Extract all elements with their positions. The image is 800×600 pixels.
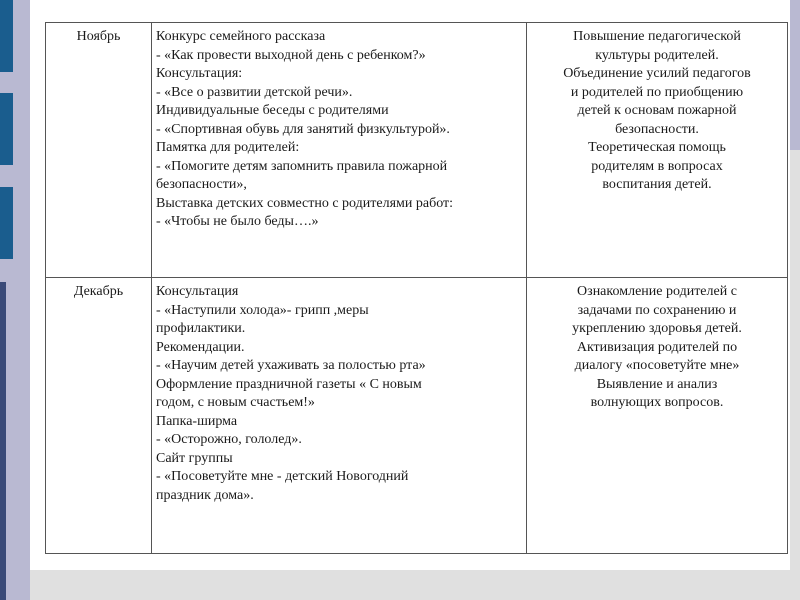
events-cell (152, 23, 527, 278)
event-line: годом, с новым счастьем!» (156, 395, 315, 410)
event-line: Рекомендации. (156, 339, 245, 355)
event-line: безопасности», (156, 177, 247, 192)
goal-line: безопасности. (615, 121, 699, 137)
event-line: Сайт группы (156, 450, 233, 466)
event-line: - «Чтобы не было беды….» (156, 214, 319, 229)
accent-bar (0, 0, 13, 72)
goal-line: волнующих вопросов. (590, 395, 724, 410)
event-line: - «Наступили холода»- грипп ,меры (156, 302, 369, 318)
goal-line: Ознакомление родителей с (577, 284, 737, 299)
table-row (46, 278, 788, 554)
event-line: праздник дома». (156, 487, 254, 503)
goal-line: Теоретическая помощь (588, 140, 726, 155)
event-line: Оформление праздничной газеты « С новым (156, 376, 422, 392)
goal-line: родителям в вопросах (591, 158, 723, 174)
event-line: - «Спортивная обувь для занятий физкультурой». (156, 121, 450, 137)
accent-bar (0, 187, 13, 259)
goals-cell (527, 278, 788, 554)
document-sheet (30, 0, 790, 570)
goal-line: Повышение педагогической (573, 29, 741, 44)
events-cell (152, 278, 527, 554)
event-line: Индивидуальные беседы с родителями (156, 103, 389, 118)
accent-bar (0, 282, 6, 600)
goal-line: культуры родителей. (595, 47, 719, 63)
accent-bar (0, 93, 13, 165)
month-cell: Декабрь (46, 278, 152, 554)
event-line: - «Осторожно, гололед». (156, 432, 302, 447)
event-line: Памятка для родителей: (156, 140, 300, 155)
goal-line: диалогу «посоветуйте мне» (574, 358, 740, 373)
goals-cell (527, 23, 788, 278)
month-cell: Ноябрь (46, 23, 152, 278)
goal-line: Выявление и анализ (596, 376, 718, 392)
table-row (46, 23, 788, 278)
event-line: Выставка детских совместно с родителями работ: (156, 195, 454, 211)
event-line: профилактики. (156, 321, 246, 336)
event-line: Консультация: (156, 66, 243, 81)
work-plan-table (45, 22, 788, 554)
event-line: Папка-ширма (156, 413, 238, 429)
goal-line: воспитания детей. (602, 177, 712, 192)
event-line: - «Посоветуйте мне - детский Новогодний (156, 469, 409, 484)
event-line: Консультация (156, 284, 239, 299)
event-line: - «Помогите детям запомнить правила пожарной (156, 158, 448, 174)
event-line: Конкурс семейного рассказа (156, 29, 326, 44)
goal-line: Активизация родителей по (576, 339, 738, 355)
event-line: - «Как провести выходной день с ребенком?» (156, 47, 426, 63)
goal-line: укреплению здоровья детей. (572, 321, 742, 336)
event-line: - «Научим детей ухаживать за полостью рта» (156, 358, 426, 373)
goal-line: Объединение усилий педагогов (563, 66, 751, 81)
goal-line: детей к основам пожарной (577, 103, 737, 118)
goal-line: и родителей по приобщению (570, 84, 744, 100)
event-line: - «Все о развитии детской речи». (156, 84, 353, 100)
goal-line: задачами по сохранению и (577, 302, 737, 318)
